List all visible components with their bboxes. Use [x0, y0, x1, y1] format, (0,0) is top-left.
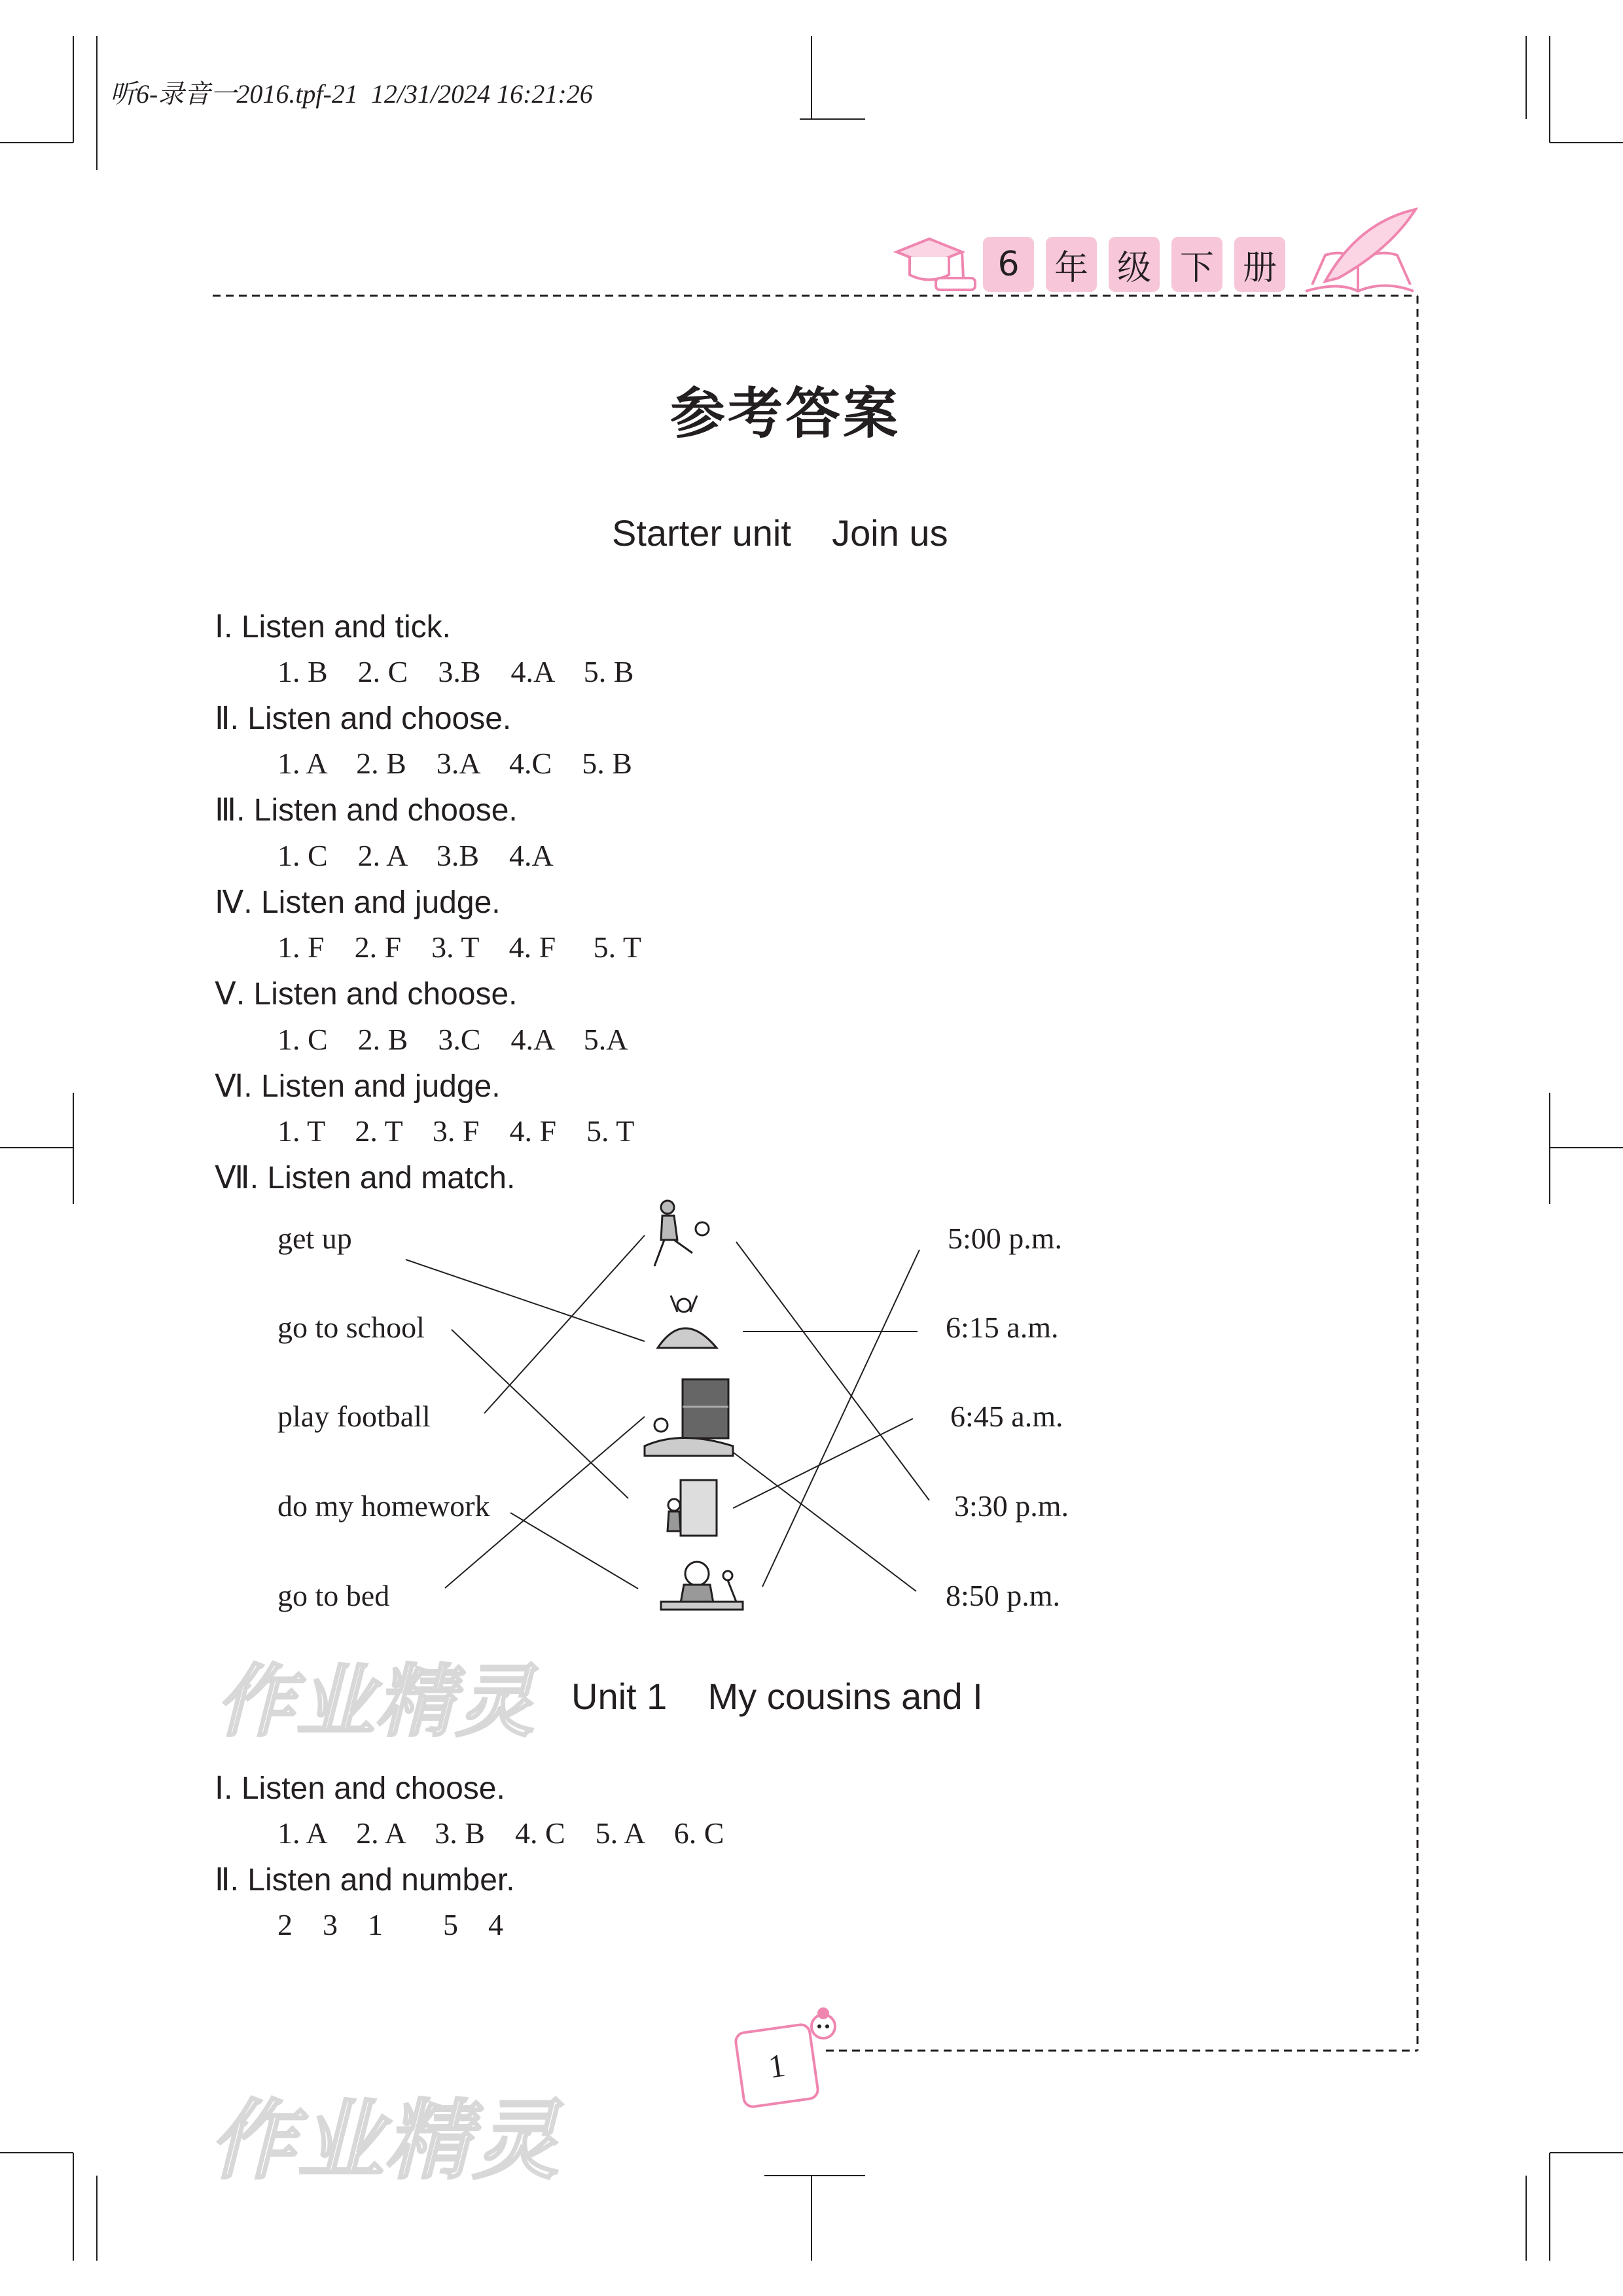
print-info: 听6-录音一2016.tpf-21 12/31/2024 16:21:26: [110, 79, 593, 109]
grade-badge-3: 级: [1109, 237, 1160, 292]
starter-section-5-label: Ⅴ. Listen and choose.: [215, 977, 518, 1012]
match-time-3: 6:45 a.m.: [950, 1400, 1063, 1433]
unit1-title: Unit 1 My cousins and I: [571, 1676, 983, 1717]
girl-mascot-icon: [804, 2005, 843, 2051]
starter-section-5-answers: 1. C 2. B 3.C 4.A 5.A: [277, 1023, 628, 1056]
unit1-section-1-label: Ⅰ. Listen and choose.: [215, 1771, 505, 1806]
school-kids-icon: [668, 1480, 717, 1536]
starter-section-3-answers: 1. C 2. A 3.B 4.A: [277, 839, 554, 872]
starter-section-3-label: Ⅲ. Listen and choose.: [215, 793, 518, 828]
match-activity-3: play football: [277, 1400, 431, 1433]
homework-desk-icon: [661, 1562, 743, 1610]
match-time-1: 5:00 p.m.: [948, 1222, 1063, 1255]
watermark-1: 作业精灵: [216, 1657, 535, 1748]
bed-wakeup-icon: [658, 1296, 717, 1348]
match-time-4: 3:30 p.m.: [954, 1489, 1069, 1523]
page-number: 1: [733, 2022, 820, 2109]
starter-section-4-answers: 1. F 2. F 3. T 4. F 5. T: [277, 930, 641, 964]
match-activity-1: get up: [277, 1222, 352, 1255]
starter-section-2-label: Ⅱ. Listen and choose.: [215, 701, 512, 736]
starter-section-1-label: Ⅰ. Listen and tick.: [215, 610, 452, 645]
starter-section-7-label: Ⅶ. Listen and match.: [215, 1161, 516, 1195]
football-player-icon: [654, 1201, 709, 1266]
match-activity-2: go to school: [277, 1311, 425, 1344]
match-time-2: 6:15 a.m.: [946, 1311, 1059, 1344]
grade-badge-4: 下: [1171, 237, 1222, 292]
door-bedroom-icon: [645, 1379, 733, 1456]
starter-unit-title: Starter unit Join us: [612, 512, 948, 554]
match-activity-5: go to bed: [277, 1579, 390, 1612]
starter-section-2-answers: 1. A 2. B 3.A 4.C 5. B: [277, 747, 632, 780]
page-title: 参考答案: [669, 381, 901, 446]
starter-section-6-answers: 1. T 2. T 3. F 4. F 5. T: [277, 1114, 635, 1148]
starter-section-6-label: Ⅵ. Listen and judge.: [215, 1069, 501, 1104]
watermark-2: 作业精灵: [209, 2091, 560, 2191]
starter-section-1-answers: 1. B 2. C 3.B 4.A 5. B: [277, 655, 634, 688]
match-activity-4: do my homework: [277, 1489, 490, 1523]
unit1-section-2-label: Ⅱ. Listen and number.: [215, 1863, 515, 1898]
unit1-section-2-answers: 2 3 1 5 4: [277, 1908, 503, 1941]
match-time-5: 8:50 p.m.: [946, 1579, 1061, 1612]
grade-badge-1: 6: [983, 237, 1034, 292]
grade-badge-5: 册: [1234, 237, 1285, 292]
starter-section-4-label: Ⅳ. Listen and judge.: [215, 885, 501, 920]
grade-badge-2: 年: [1046, 237, 1097, 292]
unit1-section-1-answers: 1. A 2. A 3. B 4. C 5. A 6. C: [277, 1816, 724, 1850]
